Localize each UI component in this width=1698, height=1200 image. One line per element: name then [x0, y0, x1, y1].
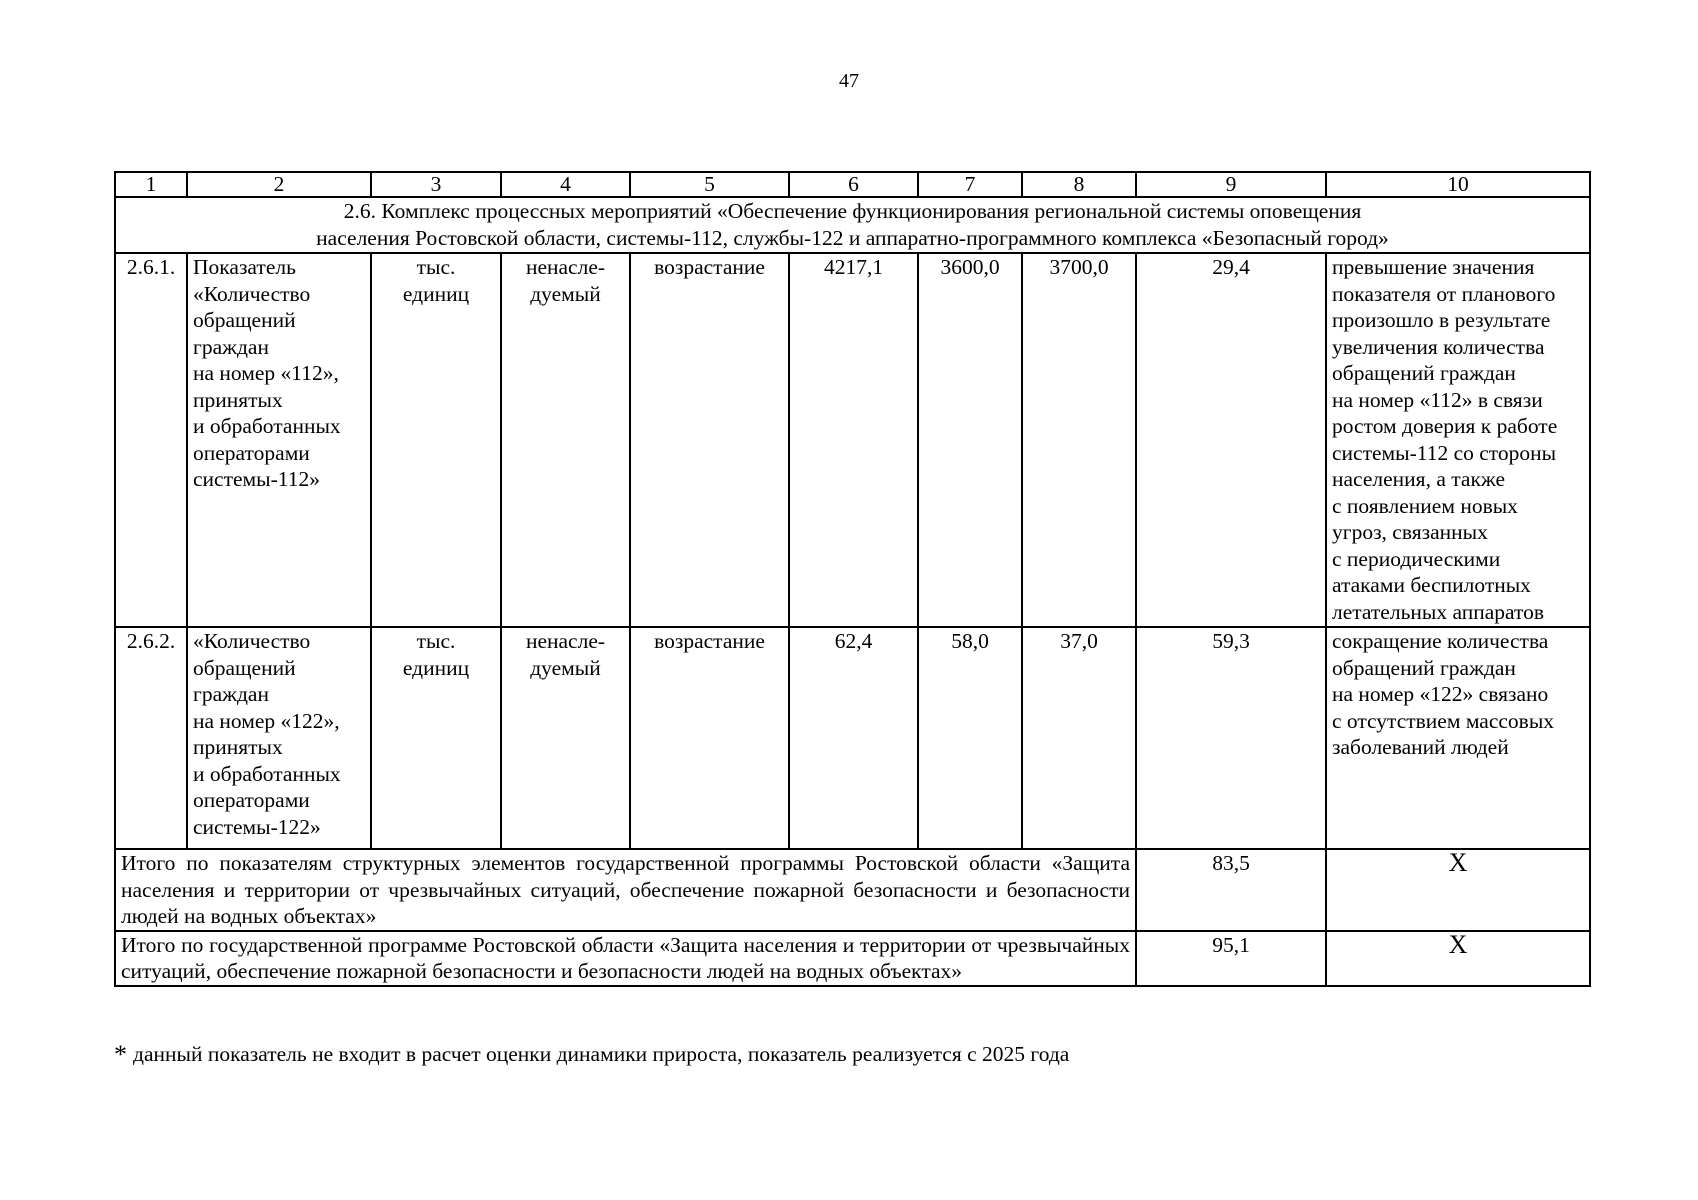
text-line: «Количество: [193, 629, 311, 653]
note: [1326, 253, 1590, 627]
column-number: 9: [1136, 172, 1326, 197]
text-line: операторами: [193, 788, 310, 812]
column-number: 2: [187, 172, 371, 197]
text-line: ростом доверия к работе: [1332, 414, 1558, 438]
text-line: сокращение количества: [1332, 629, 1549, 653]
text-line: дуемый: [530, 281, 601, 306]
column-number: 7: [918, 172, 1022, 197]
text-line: дуемый: [530, 655, 601, 680]
text-line: обращений: [193, 308, 296, 332]
text-line: принятых: [193, 735, 283, 759]
text-line: системы-112 со стороны: [1332, 440, 1557, 465]
text-line: населения, а также: [1332, 467, 1505, 491]
text-line: атаками беспилотных: [1332, 573, 1531, 597]
text-line: Показатель: [193, 255, 296, 279]
total-program-text: Итого по государственной программе Ростовской области «Защита населения и территории от чрезвычайных ситуаций, обеспечение пожарной безопасности и безопасности людей на водных объектах»: [115, 931, 1136, 986]
table-row: [115, 253, 1590, 627]
total-program-row: [115, 931, 1590, 986]
note: [1326, 627, 1590, 849]
value-col6: 62,4: [789, 627, 918, 849]
unit: [371, 253, 501, 627]
column-number-row: [115, 172, 1590, 197]
page-number: 47: [839, 70, 859, 92]
text-line: системы-122»: [193, 814, 321, 839]
row-number: 2.6.2.: [115, 627, 187, 849]
text-line: тыс.: [416, 629, 456, 653]
section-title-line: населения Ростовской области, системы-112, службы-122 и аппаратно-программного комплекса «Безопасный город»: [316, 226, 1389, 250]
indicator-name: [187, 627, 371, 849]
value-col9: 59,3: [1136, 627, 1326, 849]
unit: [371, 627, 501, 849]
text-line: на номер «122» связано: [1332, 682, 1549, 706]
text-line: заболеваний людей: [1332, 735, 1509, 759]
value-col8: 37,0: [1022, 627, 1136, 849]
footnote-asterisk: *: [114, 1040, 127, 1069]
column-number: 3: [371, 172, 501, 197]
column-number: 6: [789, 172, 918, 197]
text-line: граждан: [193, 334, 269, 359]
section-title: [115, 197, 1590, 253]
text-line: граждан: [193, 682, 269, 706]
text-line: угроз, связанных: [1332, 520, 1488, 544]
text-line: летательных аппаратов: [1332, 599, 1545, 624]
value-col7: 58,0: [918, 627, 1022, 849]
value-col8: 3700,0: [1022, 253, 1136, 627]
text-line: операторами: [193, 440, 310, 465]
total-program-value: 95,1: [1136, 931, 1326, 986]
indicator-type: [501, 253, 630, 627]
text-line: с отсутствием массовых: [1332, 708, 1555, 733]
total-structural-row: [115, 849, 1590, 931]
text-line: единиц: [402, 281, 470, 306]
text-line: и обработанных: [193, 761, 341, 786]
column-number: 1: [115, 172, 187, 197]
text-line: единиц: [402, 655, 470, 680]
total-structural-text: Итого по показателям структурных элементов государственной программы Ростовской области «Защита населения и территории от чрезвычайных ситуаций, обеспечение пожарной безопасности и безопасности людей на водных объектах»: [115, 849, 1136, 931]
text-line: превышение значения: [1332, 255, 1535, 279]
text-line: системы-112»: [193, 467, 320, 491]
value-col6: 4217,1: [789, 253, 918, 627]
text-line: и обработанных: [193, 414, 341, 438]
text-line: ненасле-: [525, 629, 606, 653]
direction: возрастание: [630, 627, 789, 849]
total-structural-mark: Х: [1326, 849, 1590, 931]
column-number: 5: [630, 172, 789, 197]
section-title-line: 2.6. Комплекс процессных мероприятий «Обеспечение функционирования региональной системы оповещения: [343, 199, 1362, 223]
text-line: принятых: [193, 387, 283, 412]
text-line: на номер «112»,: [193, 361, 339, 385]
text-line: на номер «112» в связи: [1332, 387, 1543, 412]
footnote: [114, 1040, 1069, 1070]
text-line: ненасле-: [525, 255, 606, 279]
text-line: обращений граждан: [1332, 361, 1516, 385]
text-line: обращений граждан: [1332, 655, 1516, 680]
direction: возрастание: [630, 253, 789, 627]
text-line: на номер «122»,: [193, 708, 340, 733]
text-line: увеличения количества: [1332, 334, 1545, 359]
column-number: 10: [1326, 172, 1590, 197]
indicator-type: [501, 627, 630, 849]
text-line: с появлением новых: [1332, 493, 1518, 518]
text-line: произошло в результате: [1332, 308, 1551, 332]
indicator-name: [187, 253, 371, 627]
total-program-mark: Х: [1326, 931, 1590, 986]
text-line: с периодическими: [1332, 546, 1501, 571]
text-line: «Количество: [193, 281, 311, 306]
total-structural-value: 83,5: [1136, 849, 1326, 931]
section-row: [115, 197, 1590, 253]
text-line: тыс.: [416, 255, 456, 279]
indicators-table: [114, 171, 1591, 987]
value-col9: 29,4: [1136, 253, 1326, 627]
text-line: обращений: [193, 655, 296, 680]
column-number: 8: [1022, 172, 1136, 197]
value-col7: 3600,0: [918, 253, 1022, 627]
table-row: [115, 627, 1590, 849]
row-number: 2.6.1.: [115, 253, 187, 627]
column-number: 4: [501, 172, 630, 197]
footnote-text: данный показатель не входит в расчет оценки динамики прироста, показатель реализуется с 2025 года: [133, 1042, 1070, 1066]
text-line: показателя от планового: [1332, 281, 1556, 306]
